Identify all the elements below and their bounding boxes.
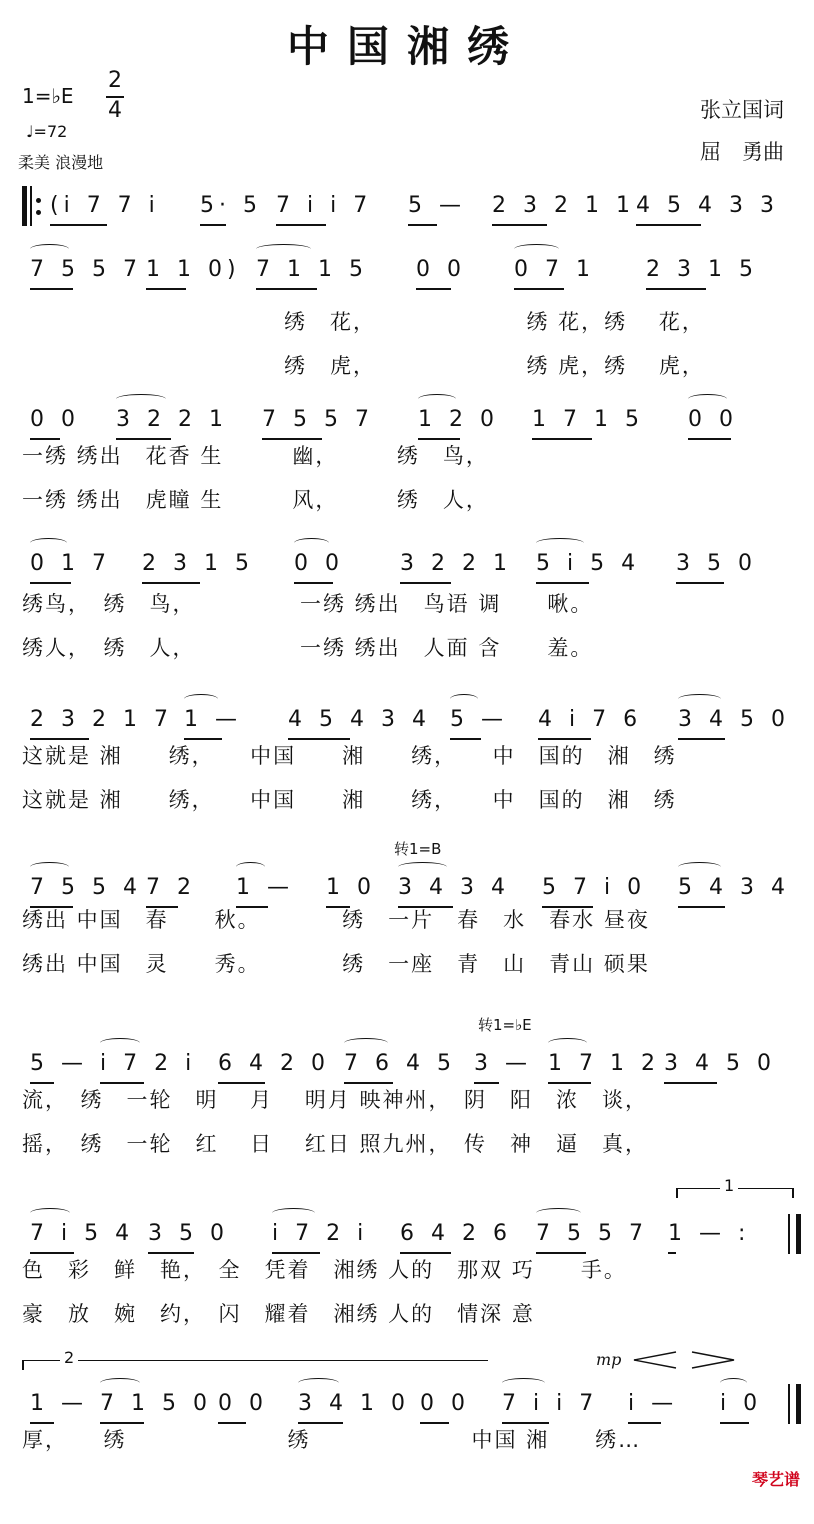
eighth-note-beam bbox=[50, 224, 107, 226]
slur-arc bbox=[256, 244, 311, 254]
measure-notes: 1 — bbox=[30, 1391, 88, 1416]
slur-arc bbox=[514, 244, 559, 254]
eighth-note-beam bbox=[676, 582, 724, 584]
measure-notes: 1 0 bbox=[326, 875, 376, 900]
first-ending-left-tick bbox=[676, 1188, 678, 1198]
measure-notes: i 7 2 i bbox=[272, 1221, 369, 1246]
lyric-line-1: 厚， 绣 绣 中国 湘 绣… bbox=[22, 1428, 642, 1452]
time-signature-bottom: 4 bbox=[108, 98, 122, 123]
score-system-6 bbox=[0, 868, 814, 1008]
final-thick-barline bbox=[796, 1214, 801, 1254]
slur-arc bbox=[294, 538, 329, 548]
slur-arc bbox=[688, 394, 727, 404]
key-change-eb: 转1=♭E bbox=[478, 1016, 532, 1034]
repeat-start-barline bbox=[22, 186, 27, 226]
final-thin-barline bbox=[788, 1384, 790, 1424]
score-system-4 bbox=[0, 544, 814, 684]
measure-notes: 0 0 bbox=[420, 1391, 470, 1416]
measure-notes: 3 2 2 1 bbox=[116, 407, 228, 432]
repeat-start-thin-barline bbox=[30, 186, 32, 226]
eighth-note-beam bbox=[294, 582, 333, 584]
measure-notes: 2 3 2 1 7 bbox=[30, 707, 173, 732]
measure-notes: i 7 2 i bbox=[100, 1051, 197, 1076]
site-logo: 琴艺谱 bbox=[751, 1470, 800, 1489]
expression-mark: 柔美 浪漫地 bbox=[18, 153, 104, 172]
second-ending-bracket bbox=[22, 1360, 488, 1361]
lyric-line-2: 绣人， 绣 人， 一绣 绣出 人面 含 羞。 bbox=[22, 636, 594, 660]
lyricist-credit: 张立国词 bbox=[700, 98, 784, 122]
lyric-line-2: 一绣 绣出 虎瞳 生 风， 绣 人， bbox=[22, 488, 489, 512]
slur-arc bbox=[100, 1378, 140, 1388]
measure-notes: 0 7 1 bbox=[514, 257, 595, 282]
eighth-note-beam bbox=[400, 582, 451, 584]
slur-arc bbox=[30, 538, 67, 548]
lyric-line-2: 摇， 绣 一轮 红 日 红日 照九州， 传 神 逼 真， bbox=[22, 1132, 649, 1156]
lyric-line-1: 这就是 湘 绣， 中国 湘 绣， 中 国的 湘 绣 bbox=[22, 744, 677, 768]
measure-notes: 0 0 bbox=[416, 257, 466, 282]
first-ending-right-tick bbox=[792, 1188, 794, 1198]
eighth-note-beam bbox=[200, 224, 226, 226]
measure-notes: 0 0 bbox=[688, 407, 738, 432]
measure-notes: 3 5 0 bbox=[676, 551, 757, 576]
eighth-note-beam bbox=[678, 738, 725, 740]
measure-notes: 5 — bbox=[408, 193, 466, 218]
eighth-note-beam bbox=[678, 906, 725, 908]
slur-arc bbox=[116, 394, 166, 404]
eighth-note-beam bbox=[30, 288, 73, 290]
song-title: 中国湘绣 bbox=[286, 22, 527, 71]
measure-notes: 7 6 4 5 bbox=[344, 1051, 456, 1076]
eighth-note-beam bbox=[146, 288, 186, 290]
eighth-note-beam bbox=[664, 1082, 717, 1084]
slur-arc bbox=[100, 1038, 140, 1048]
measure-notes: 6 4 2 6 bbox=[400, 1221, 512, 1246]
measure-notes: 5 i 5 4 bbox=[536, 551, 641, 576]
eighth-note-beam bbox=[142, 582, 200, 584]
measure-notes: 3 4 3 4 bbox=[398, 875, 510, 900]
measure-notes: 4 i 7 6 bbox=[538, 707, 643, 732]
slur-arc bbox=[548, 1038, 587, 1048]
score-system-5 bbox=[0, 700, 814, 840]
score-system-8 bbox=[0, 1214, 814, 1354]
measure-notes: 3 — bbox=[474, 1051, 532, 1076]
measure-notes: 5· 5 bbox=[200, 193, 262, 218]
score-system-3 bbox=[0, 400, 814, 540]
slur-arc bbox=[502, 1378, 545, 1388]
second-ending-left-tick bbox=[22, 1360, 24, 1370]
eighth-note-beam bbox=[636, 224, 701, 226]
eighth-note-beam bbox=[416, 288, 451, 290]
measure-notes: 2 3 2 1 1 bbox=[492, 193, 635, 218]
score-system-9 bbox=[0, 1384, 814, 1524]
eighth-note-beam bbox=[668, 1252, 676, 1254]
measure-notes: 1 7 1 2 bbox=[548, 1051, 660, 1076]
measure-notes: 1 — : bbox=[668, 1221, 751, 1246]
slur-arc bbox=[184, 694, 218, 704]
eighth-note-beam bbox=[408, 224, 437, 226]
measure-notes: 0 0 bbox=[294, 551, 344, 576]
score-system-7 bbox=[0, 1044, 814, 1184]
measure-notes: i — bbox=[628, 1391, 679, 1416]
slur-arc bbox=[450, 694, 478, 704]
slur-arc bbox=[678, 694, 721, 704]
measure-notes: 3 5 0 bbox=[148, 1221, 229, 1246]
measure-notes: 5 — bbox=[450, 707, 508, 732]
slur-arc bbox=[720, 1378, 747, 1388]
slur-arc bbox=[30, 244, 69, 254]
measure-notes: 7 5 5 7 bbox=[536, 1221, 648, 1246]
lyric-line-1: 绣鸟， 绣 鸟， 一绣 绣出 鸟语 调 啾。 bbox=[22, 592, 594, 616]
measure-notes: (i 7 7 i bbox=[50, 193, 160, 218]
measure-notes: 7 2 bbox=[146, 875, 196, 900]
measure-notes: 7 i i 7 bbox=[276, 193, 373, 218]
measure-notes: 7 5 5 4 bbox=[30, 875, 142, 900]
measure-notes: 7 5 5 7 bbox=[262, 407, 374, 432]
measure-notes: 0 0 bbox=[30, 407, 80, 432]
repeat-dot bbox=[36, 210, 41, 215]
slur-arc bbox=[236, 862, 265, 872]
slur-arc bbox=[30, 862, 69, 872]
lyric-line-1: 一绣 绣出 花香 生 幽， 绣 鸟， bbox=[22, 444, 489, 468]
measure-notes: 5 — bbox=[30, 1051, 88, 1076]
eighth-note-beam bbox=[536, 582, 589, 584]
measure-notes: 5 7 i 0 bbox=[542, 875, 647, 900]
measure-notes: 0 1 7 bbox=[30, 551, 111, 576]
repeat-dot bbox=[36, 198, 41, 203]
second-ending-number: 2 bbox=[60, 1348, 78, 1367]
slur-arc bbox=[536, 1208, 581, 1218]
lyric-line-2: 这就是 湘 绣， 中国 湘 绣， 中 国的 湘 绣 bbox=[22, 788, 677, 812]
lyric-line-1: 色 彩 鲜 艳， 全 凭着 湘绣 人的 那双 巧 手。 bbox=[22, 1258, 627, 1282]
final-thick-barline bbox=[796, 1384, 801, 1424]
measure-notes: 4 5 4 3 4 bbox=[288, 707, 431, 732]
measure-notes: 1 1 0) bbox=[146, 257, 241, 282]
final-thin-barline bbox=[788, 1214, 790, 1254]
slur-arc bbox=[298, 1378, 339, 1388]
measure-notes: 4 5 4 3 3 bbox=[636, 193, 779, 218]
slur-arc bbox=[272, 1208, 315, 1218]
eighth-note-beam bbox=[276, 224, 326, 226]
slur-arc bbox=[536, 538, 584, 548]
measure-notes: 7 5 5 7 bbox=[30, 257, 142, 282]
eighth-note-beam bbox=[720, 1422, 749, 1424]
eighth-note-beam bbox=[646, 288, 706, 290]
tempo-mark: ♩=72 bbox=[26, 122, 68, 141]
eighth-note-beam bbox=[688, 438, 731, 440]
eighth-note-beam bbox=[532, 438, 592, 440]
time-signature-top: 2 bbox=[108, 68, 122, 93]
slur-arc bbox=[30, 1208, 70, 1218]
lyric-line-1: 绣出 中国 春 秋。 绣 一片 春 水 春水 昼夜 bbox=[22, 908, 650, 932]
measure-notes: 1 2 0 bbox=[418, 407, 499, 432]
lyric-line-2: 绣 虎， 绣 虎，绣 虎， bbox=[284, 354, 705, 378]
measure-notes: 1 7 1 5 bbox=[532, 407, 644, 432]
measure-notes: 3 4 1 0 bbox=[298, 1391, 410, 1416]
slur-arc bbox=[344, 1038, 388, 1048]
measure-notes: 2 3 1 5 bbox=[646, 257, 758, 282]
measure-notes: 3 4 5 0 bbox=[664, 1051, 776, 1076]
slur-arc bbox=[398, 862, 447, 872]
measure-notes: 3 4 5 0 bbox=[678, 707, 790, 732]
key-signature: 1=♭E bbox=[22, 84, 74, 108]
measure-notes: 6 4 2 0 bbox=[218, 1051, 330, 1076]
first-ending-number: 1 bbox=[720, 1176, 738, 1195]
key-change-b: 转1=B bbox=[394, 840, 442, 858]
measure-notes: 7 1 5 0 bbox=[100, 1391, 212, 1416]
measure-notes: 1 — bbox=[236, 875, 294, 900]
lyric-line-1: 流， 绣 一轮 明 月 明月 映神州， 阴 阳 浓 谈， bbox=[22, 1088, 649, 1112]
measure-notes: 3 2 2 1 bbox=[400, 551, 512, 576]
eighth-note-beam bbox=[514, 288, 564, 290]
score-system-2 bbox=[0, 250, 814, 390]
slur-arc bbox=[418, 394, 456, 404]
measure-notes: 5 4 3 4 bbox=[678, 875, 790, 900]
dynamic-mp: mp bbox=[596, 1350, 622, 1369]
measure-notes: 1 — bbox=[184, 707, 242, 732]
measure-notes: 7 i i 7 bbox=[502, 1391, 599, 1416]
eighth-note-beam bbox=[30, 582, 71, 584]
measure-notes: 0 0 bbox=[218, 1391, 268, 1416]
lyric-line-2: 豪 放 婉 约， 闪 耀着 湘绣 人的 情深 意 bbox=[22, 1302, 535, 1326]
eighth-note-beam bbox=[492, 224, 547, 226]
slur-arc bbox=[678, 862, 721, 872]
measure-notes: i 0 bbox=[720, 1391, 763, 1416]
composer-credit: 屈 勇曲 bbox=[700, 140, 784, 164]
lyric-line-1: 绣 花， 绣 花，绣 花， bbox=[284, 310, 705, 334]
measure-notes: 7 i 5 4 bbox=[30, 1221, 135, 1246]
lyric-line-2: 绣出 中国 灵 秀。 绣 一座 青 山 青山 硕果 bbox=[22, 952, 650, 976]
eighth-note-beam bbox=[256, 288, 317, 290]
measure-notes: 2 3 1 5 bbox=[142, 551, 254, 576]
measure-notes: 7 1 1 5 bbox=[256, 257, 368, 282]
